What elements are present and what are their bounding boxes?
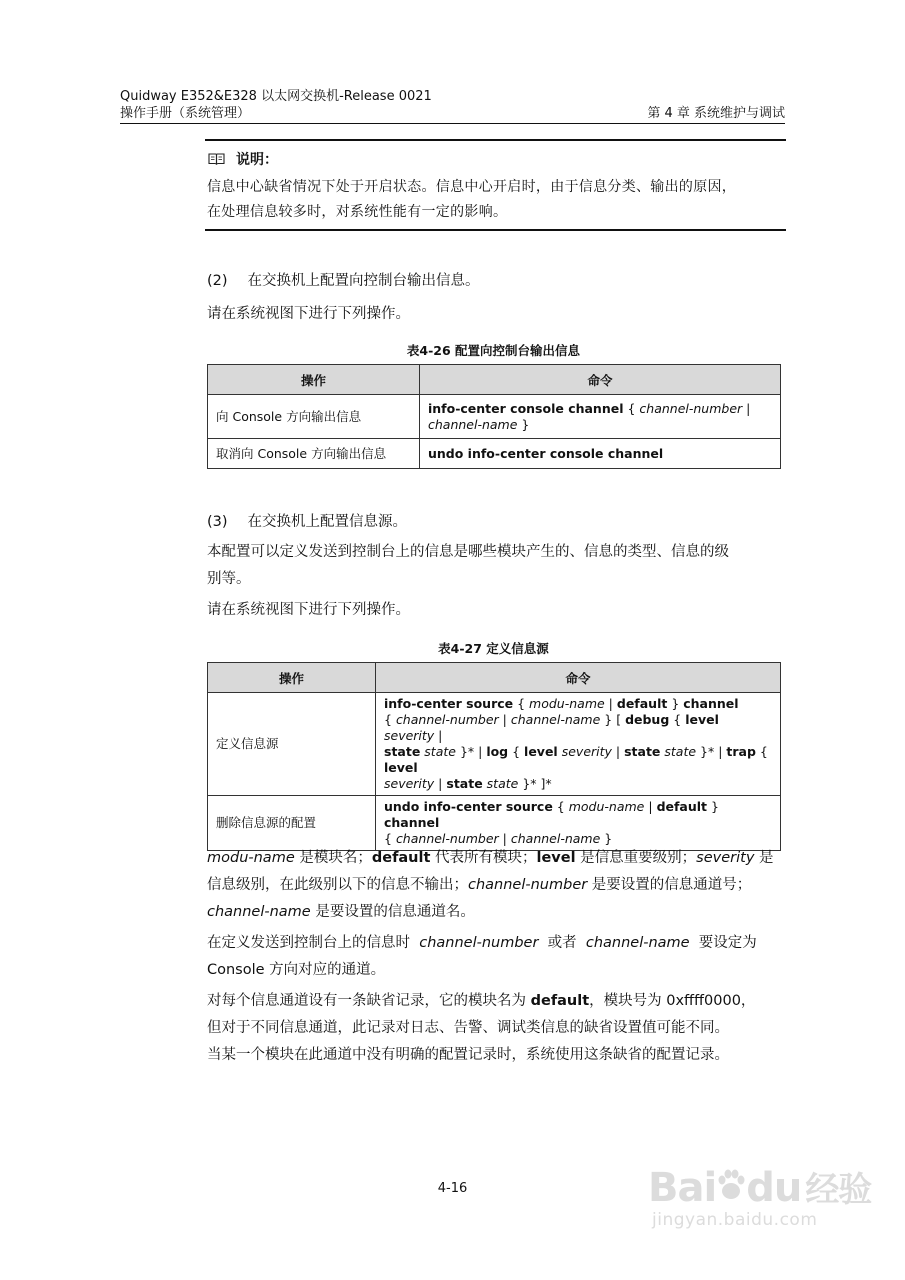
header-chapter: 第 4 章 系统维护与调试	[647, 106, 785, 121]
step2-number: (2)	[207, 273, 228, 289]
paw-icon	[716, 1167, 746, 1203]
page-number: 4-16	[437, 1181, 468, 1196]
table2-caption: 表4-27 定义信息源	[438, 641, 549, 656]
step2-title: 在交换机上配置向控制台输出信息。	[247, 273, 480, 289]
column-header-cmd: 命令	[420, 365, 781, 395]
table-cell-cmd: undo info-center console channel	[420, 439, 781, 469]
table2	[207, 662, 781, 851]
note-top-rule	[205, 139, 786, 141]
table-row	[208, 395, 781, 439]
note-bottom-rule	[205, 229, 786, 231]
params-paragraph-line2: 信息级别，在此级别以下的信息不输出；channel-number 是要设置的信息通道号；	[207, 877, 752, 893]
watermark-url: jingyan.baidu.com	[652, 1210, 818, 1230]
column-header-cmd: 命令	[376, 663, 781, 693]
step3-intro: 请在系统视图下进行下列操作。	[207, 602, 410, 618]
step2-heading	[207, 268, 480, 295]
header-rule	[120, 123, 785, 124]
default-record-line1: 对每个信息通道设有一条缺省记录，它的模块名为 default，模块号为 0xffff0000，	[207, 993, 756, 1009]
table1	[207, 364, 781, 469]
table-row	[208, 693, 781, 796]
params-paragraph-line3: channel-name 是要设置的信息通道名。	[207, 904, 475, 920]
table-cell-cmd: undo info-center source { modu-name | default } channel { channel-number | channel-name }	[376, 796, 781, 851]
step3-desc-line1: 本配置可以定义发送到控制台上的信息是哪些模块产生的、信息的类型、信息的级	[207, 544, 729, 560]
default-record-line3: 当某一个模块在此通道中没有明确的配置记录时，系统使用这条缺省的配置记录。	[207, 1047, 729, 1063]
params-paragraph-line1: modu-name 是模块名；default 代表所有模块；level 是信息重要级别；severity 是	[207, 850, 774, 866]
channel-paragraph-line2: Console 方向对应的通道。	[207, 962, 386, 978]
step3-number: (3)	[207, 514, 228, 530]
channel-paragraph-line1: 在定义发送到控制台上的信息时 channel-number 或者 channel-name 要设定为	[207, 935, 757, 951]
note-text-line1: 信息中心缺省情况下处于开启状态。信息中心开启时，由于信息分类、输出的原因，	[207, 179, 737, 195]
table-header-row	[208, 365, 781, 395]
book-icon	[208, 151, 225, 170]
header-title: Quidway E352&E328 以太网交换机-Release 0021	[120, 89, 432, 104]
table1-caption: 表4-26 配置向控制台输出信息	[406, 343, 581, 358]
default-record-line2: 但对于不同信息通道，此记录对日志、告警、调试类信息的缺省设置值可能不同。	[207, 1020, 729, 1036]
table-row	[208, 439, 781, 469]
header-manual-name: 操作手册（系统管理）	[120, 106, 251, 121]
table-cell-op: 定义信息源	[208, 693, 376, 796]
table-cell-op: 向 Console 方向输出信息	[208, 395, 420, 439]
table-cell-op: 取消向 Console 方向输出信息	[208, 439, 420, 469]
table-header-row	[208, 663, 781, 693]
note-text-line2: 在处理信息较多时，对系统性能有一定的影响。	[207, 204, 508, 220]
step3-desc-line2: 别等。	[207, 571, 251, 587]
step3-heading	[207, 509, 407, 536]
table-row	[208, 796, 781, 851]
table-cell-op: 删除信息源的配置	[208, 796, 376, 851]
note-title: 说明：	[236, 152, 278, 168]
table-cell-cmd: info-center console channel { channel-number | channel-name }	[420, 395, 781, 439]
step2-intro: 请在系统视图下进行下列操作。	[207, 306, 410, 322]
column-header-op: 操作	[208, 365, 420, 395]
watermark-logo: Bai du 经验	[648, 1165, 872, 1211]
step3-title: 在交换机上配置信息源。	[247, 514, 408, 530]
column-header-op: 操作	[208, 663, 376, 693]
table-cell-cmd: info-center source { modu-name | default } channel { channel-number | channel-name } [ debug { level severity | state state }* | log { level severity | state state }* | trap { level severity | state state }* ]*	[376, 693, 781, 796]
